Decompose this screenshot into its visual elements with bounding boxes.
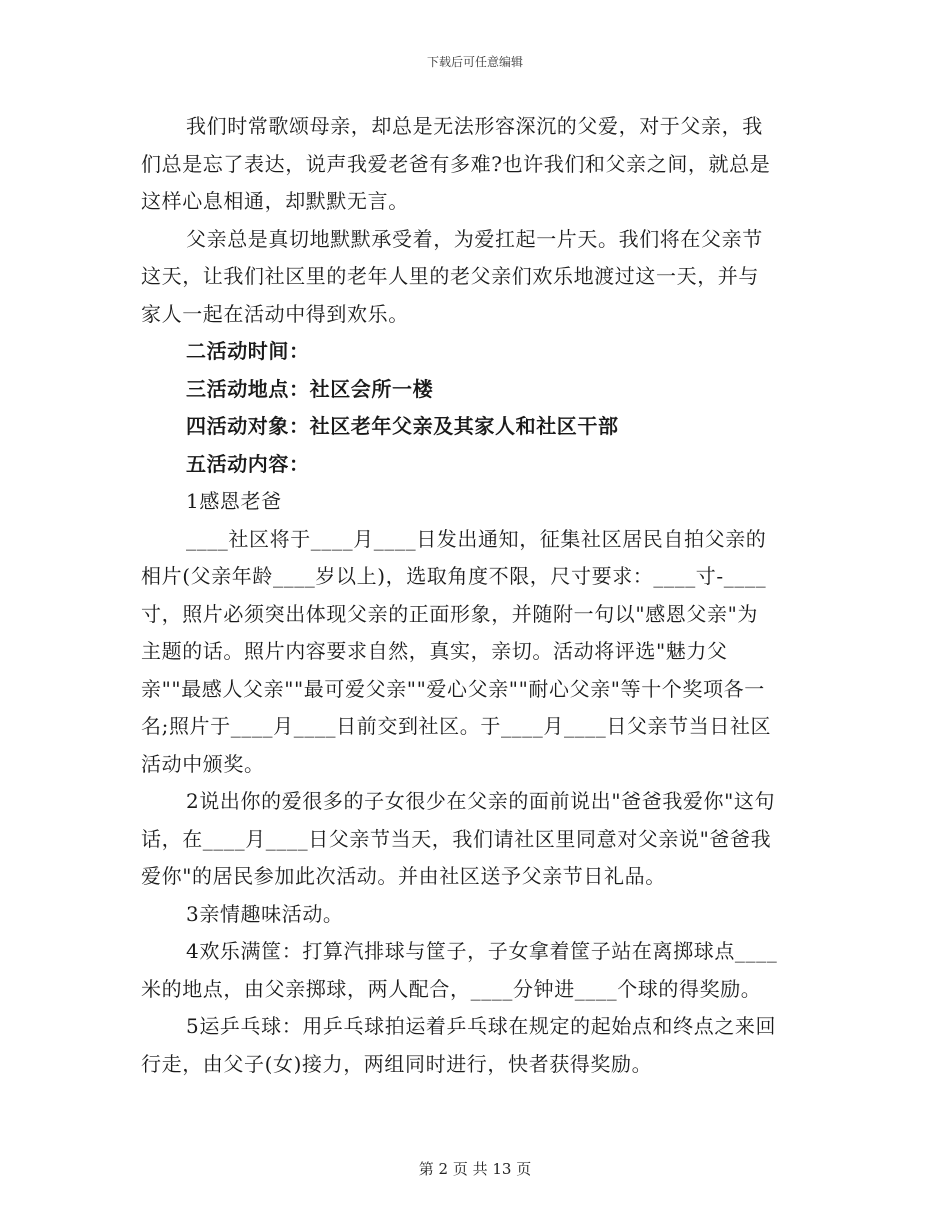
text-line: 寸，照片必须突出体现父亲的正面形象，并随附一句以"感恩父亲"为	[141, 601, 758, 626]
text-line: 这天，让我们社区里的老年人里的老父亲们欢乐地渡过这一天，并与	[141, 264, 759, 288]
text-line: 5运乒乓球：用乒乓球拍运着乒乓球在规定的起始点和终点之来回	[186, 1014, 777, 1038]
text-line: ____社区将于____月____日发出通知，征集社区居民自拍父亲的	[186, 526, 767, 551]
text-line: 行走，由父子(女)接力，两组同时进行，快者获得奖励。	[141, 1051, 653, 1076]
text-line: 亲""最感人父亲""最可爱父亲""爱心父亲""耐心父亲"等十个奖项各一	[141, 676, 765, 701]
text-line: 们总是忘了表达，说声我爱老爸有多难?也许我们和父亲之间，就总是	[141, 151, 771, 176]
text-line: 4欢乐满筐：打算汽排球与筐子，子女拿着筐子站在离掷球点____	[186, 939, 778, 963]
text-line: 1感恩老爸	[186, 489, 282, 513]
text-line: 这样心息相通，却默默无言。	[141, 189, 409, 213]
section-heading-line: 四活动对象：社区老年父亲及其家人和社区干部	[186, 414, 619, 438]
text-line: 我们时常歌颂母亲，却总是无法形容深沉的父爱，对于父亲，我	[186, 114, 763, 138]
section-heading-line: 五活动内容：	[186, 451, 310, 476]
text-line: 米的地点，由父亲掷球，两人配合，____分钟进____个球的得奖励。	[141, 976, 762, 1001]
text-line: 父亲总是真切地默默承受着，为爱扛起一片天。我们将在父亲节	[186, 226, 763, 251]
section-heading-line: 二活动时间：	[186, 339, 310, 363]
text-line: 2说出你的爱很多的子女很少在父亲的面前说出"爸爸我爱你"这句	[186, 789, 776, 813]
text-line: 3亲情趣味活动。	[186, 901, 344, 926]
text-line: 活动中颁奖。	[141, 751, 265, 776]
section-heading-line: 三活动地点：社区会所一楼	[186, 376, 434, 401]
text-line: 爱你"的居民参加此次活动。并由社区送予父亲节日礼品。	[141, 864, 666, 888]
text-line: 相片(父亲年龄____岁以上)，选取角度不限，尺寸要求：____寸-____	[141, 564, 767, 588]
document-body	[141, 108, 811, 1083]
page-footer: 第 2 页 共 13 页	[418, 1160, 532, 1178]
text-line: 名;照片于____月____日前交到社区。于____月____日父亲节当日社区	[141, 714, 772, 738]
page-header: 下载后可任意编辑	[426, 55, 523, 69]
text-line: 家人一起在活动中得到欢乐。	[141, 301, 409, 326]
text-line: 话，在____月____日父亲节当天，我们请社区里同意对父亲说"爸爸我	[141, 826, 772, 851]
text-line: 主题的话。照片内容要求自然，真实，亲切。活动将评选"魅力父	[141, 639, 728, 663]
